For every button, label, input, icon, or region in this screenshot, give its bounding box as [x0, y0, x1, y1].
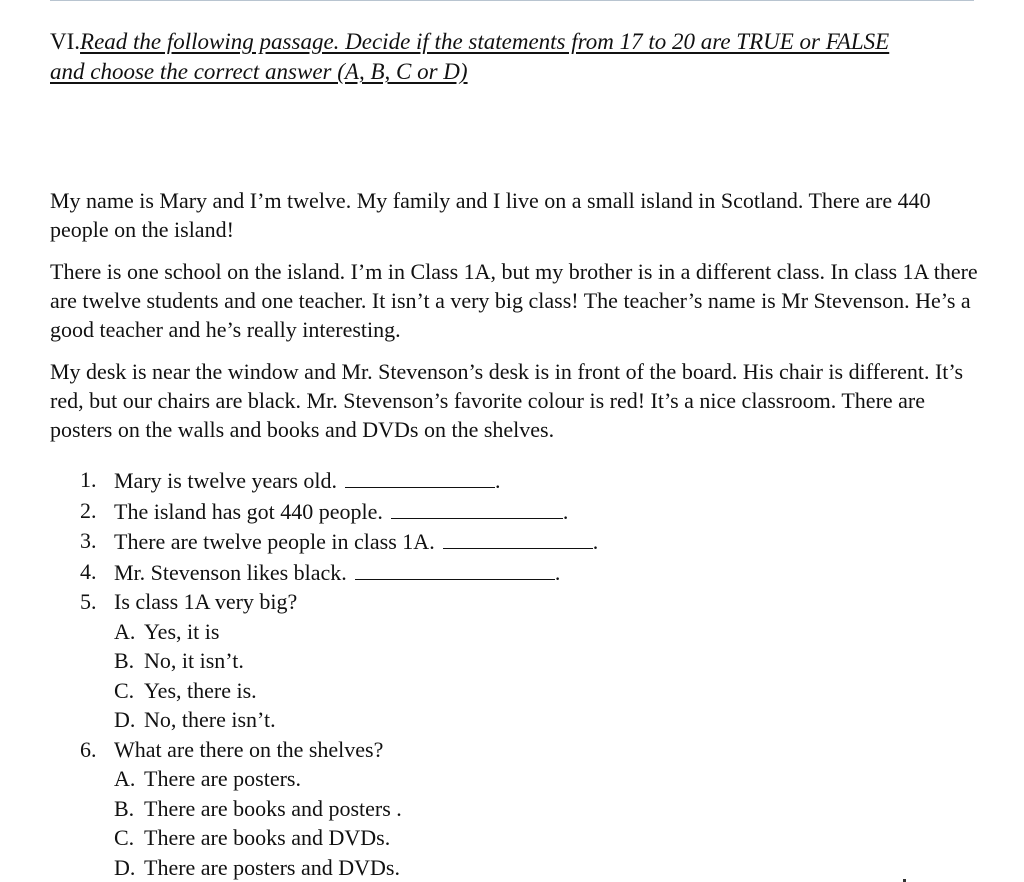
reading-passage [50, 186, 980, 457]
passage-paragraph-1: My name is Mary and I’m twelve. My family and I live on a small island in Scotland. There are 440 people on the island! [50, 188, 931, 242]
answer-blank[interactable] [391, 496, 563, 519]
question-5 [80, 587, 980, 735]
answer-options [114, 617, 980, 735]
question-6 [80, 735, 980, 882]
option-c[interactable] [114, 823, 980, 853]
question-3 [80, 526, 980, 557]
blank-terminator: . [562, 498, 569, 524]
option-text: There are posters and DVDs. [144, 854, 400, 880]
option-c[interactable] [114, 676, 980, 706]
option-d[interactable] [114, 705, 980, 735]
option-b[interactable] [114, 646, 980, 676]
answer-blank[interactable] [443, 526, 593, 549]
question-list [80, 465, 980, 882]
option-a[interactable] [114, 764, 980, 794]
question-text: Mary is twelve years old. [114, 468, 337, 493]
exercise-heading [50, 27, 950, 87]
option-text: Yes, it is [144, 618, 220, 644]
question-text: There are twelve people in class 1A. [114, 529, 435, 554]
passage-paragraph-2: There is one school on the island. I’m in Class 1A, but my brother is in a different class. In class 1A there are twelve students and one teacher. It isn’t a very big class! The teacher’s name is Mr Stevenson. He’s a good teacher and he’s really interesting. [50, 259, 978, 342]
option-letter: D. [114, 707, 136, 732]
section-number: VI. [50, 29, 81, 54]
instruction-line-2: and choose the correct answer (A, B, C or D) [50, 59, 468, 84]
option-letter: C. [114, 825, 135, 850]
answer-blank[interactable] [345, 465, 495, 488]
option-letter: A. [114, 618, 136, 644]
answer-blank[interactable] [355, 557, 555, 580]
question-4 [80, 557, 980, 588]
question-number: 2. [80, 497, 97, 523]
option-letter: B. [114, 795, 135, 821]
instruction-line-1: Read the following passage. Decide if the statements from 17 to 20 are TRUE or FALSE [80, 29, 890, 54]
option-text: There are books and DVDs. [144, 825, 391, 850]
option-d[interactable] [114, 853, 980, 882]
blank-terminator: . [495, 468, 501, 493]
option-b[interactable] [114, 794, 980, 824]
option-text: Yes, there is. [144, 677, 257, 703]
question-text: Is class 1A very big? [114, 589, 298, 614]
blank-terminator: . [554, 559, 561, 585]
question-number: 6. [80, 736, 97, 762]
option-text: No, it isn’t. [144, 648, 244, 673]
question-1 [80, 465, 980, 496]
question-number: 5. [80, 589, 97, 614]
question-2 [80, 496, 980, 527]
answer-options [114, 764, 980, 882]
option-letter: B. [114, 648, 135, 673]
question-text: The island has got 440 people. [114, 498, 383, 524]
question-text: Mr. Stevenson likes black. [114, 559, 347, 585]
option-letter: C. [114, 677, 135, 703]
blank-terminator: . [592, 529, 599, 554]
option-a[interactable] [114, 617, 980, 647]
option-text: No, there isn’t. [144, 707, 276, 732]
option-text: There are posters. [144, 766, 301, 791]
question-text: What are there on the shelves? [114, 736, 384, 762]
passage-paragraph-3: My desk is near the window and Mr. Stevenson’s desk is in front of the board. His chair is different. It’s red, but our chairs are black. Mr. Stevenson’s favorite colour is red! It’s a nice classroom. There are posters on the walls and books and DVDs on the shelves. [50, 359, 964, 442]
question-number: 4. [80, 558, 97, 584]
question-number: 1. [80, 467, 97, 492]
question-number: 3. [80, 528, 97, 553]
top-rule [50, 0, 974, 1]
option-letter: A. [114, 766, 136, 791]
option-letter: D. [114, 854, 136, 880]
option-text: There are books and posters . [144, 795, 402, 821]
